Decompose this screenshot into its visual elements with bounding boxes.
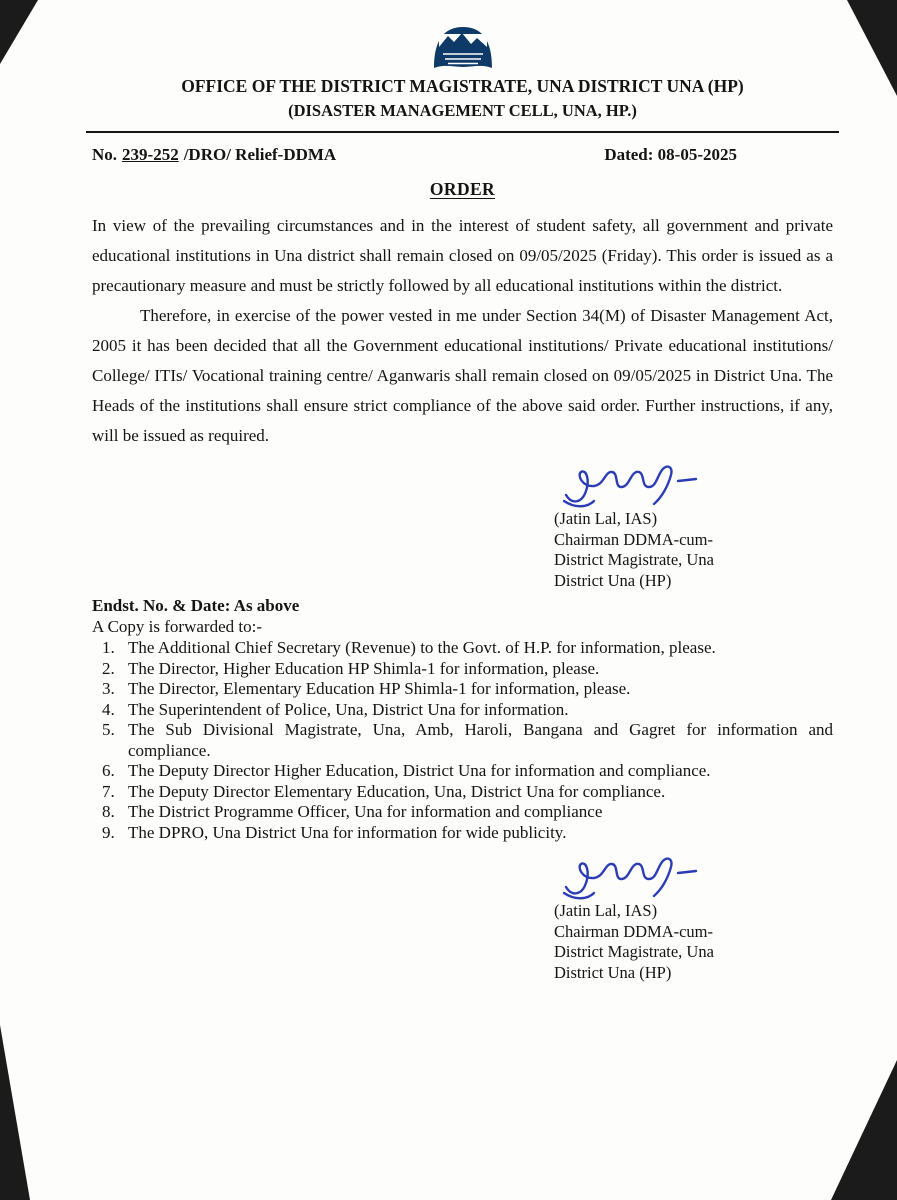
signatory-designation-2: District Magistrate, Una bbox=[554, 942, 714, 961]
photo-background-corner-bottom-left bbox=[0, 1025, 30, 1200]
endst-heading: Endst. No. & Date: As above bbox=[92, 596, 300, 615]
state-emblem-icon bbox=[431, 24, 495, 70]
reference-number bbox=[92, 145, 336, 165]
signature-block-2 bbox=[554, 849, 833, 983]
signatory-name: (Jatin Lal, IAS) bbox=[554, 901, 658, 920]
reference-no-prefix: No. bbox=[92, 145, 118, 164]
distribution-list bbox=[92, 638, 833, 843]
header-divider bbox=[86, 131, 839, 133]
copy-forward-line: A Copy is forwarded to:- bbox=[92, 617, 262, 636]
list-item: 8. The District Programme Officer, Una for information and compliance bbox=[119, 802, 833, 823]
signatory-designation-1: Chairman DDMA-cum- bbox=[554, 921, 714, 941]
handwritten-signature-icon bbox=[560, 457, 710, 509]
reference-no-suffix: /DRO/ Relief-DDMA bbox=[183, 145, 337, 164]
list-item: 9. The DPRO, Una District Una for information for wide publicity. bbox=[119, 823, 833, 844]
list-item: 5. The Sub Divisional Magistrate, Una, Amb, Haroli, Bangana and Gagret for information and compliance. bbox=[119, 720, 833, 761]
list-item: 3. The Director, Elementary Education HP Shimla-1 for information, please. bbox=[119, 679, 833, 700]
list-item: 7. The Deputy Director Elementary Education, Una, District Una for compliance. bbox=[119, 782, 833, 803]
list-item: 6. The Deputy Director Higher Education, District Una for information and compliance. bbox=[119, 761, 833, 782]
signatory-designation-2: District Magistrate, Una bbox=[554, 550, 714, 569]
list-item: 4. The Superintendent of Police, Una, District Una for information. bbox=[119, 700, 833, 721]
signatory-designation-3: District Una (HP) bbox=[554, 962, 672, 982]
document-page bbox=[92, 24, 833, 983]
order-date: Dated: 08-05-2025 bbox=[604, 145, 737, 164]
signatory-name: (Jatin Lal, IAS) bbox=[554, 509, 658, 528]
order-body bbox=[92, 211, 833, 451]
order-paragraph-2: Therefore, in exercise of the power vested in me under Section 34(M) of Disaster Management Act, 2005 it has been decided that all the Government educational institutions/ Private educational institutions/ College/ ITIs/ Vocational training centre/ Aganwaris shall remain closed on 09/05/2025 in District Una. The Heads of the institutions shall ensure strict compliance of the above said order. Further instructions, if any, will be issued as required. bbox=[92, 306, 833, 445]
photo-background-corner-top-left bbox=[0, 0, 38, 64]
order-title: ORDER bbox=[429, 179, 496, 199]
office-title: OFFICE OF THE DISTRICT MAGISTRATE, UNA DISTRICT UNA (HP) bbox=[181, 76, 744, 96]
reference-row bbox=[92, 145, 833, 165]
endorsement-section bbox=[92, 595, 833, 843]
photo-background-corner-bottom-right bbox=[831, 1060, 897, 1200]
signature-block-1 bbox=[554, 457, 833, 591]
handwritten-signature-icon bbox=[560, 849, 710, 901]
office-subtitle: (DISASTER MANAGEMENT CELL, UNA, HP.) bbox=[288, 101, 637, 120]
reference-no-value: 239-252 bbox=[122, 145, 179, 164]
signatory-designation-1: Chairman DDMA-cum- bbox=[554, 529, 714, 549]
list-item: 2. The Director, Higher Education HP Shimla-1 for information, please. bbox=[119, 659, 833, 680]
list-item: 1. The Additional Chief Secretary (Revenue) to the Govt. of H.P. for information, please. bbox=[119, 638, 833, 659]
photo-background-corner-top-right bbox=[847, 0, 897, 96]
order-paragraph-1: In view of the prevailing circumstances and in the interest of student safety, all government and private educational institutions in Una district shall remain closed on 09/05/2025 (Friday). This order is issued as a precautionary measure and must be strictly followed by all educational institutions within the district. bbox=[92, 216, 833, 295]
signatory-designation-3: District Una (HP) bbox=[554, 570, 672, 590]
